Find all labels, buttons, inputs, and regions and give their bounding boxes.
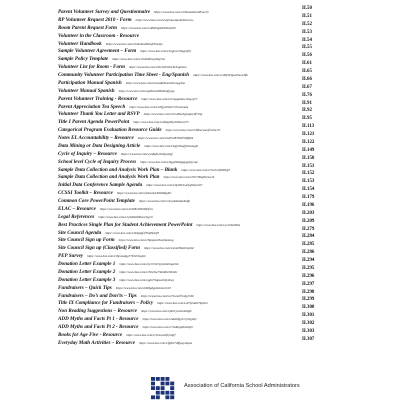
toc-code: II.295 (302, 265, 315, 271)
toc-row (58, 336, 334, 344)
toc-code: II.92 (302, 108, 312, 114)
toc-link[interactable]: https://www.box.com/s/ueuadfn04eixd1ungq3ua (125, 80, 186, 85)
toc-row (58, 76, 334, 84)
toc-code: II.296 (302, 273, 315, 279)
toc-title: ADD Myths and Facts Pt 2 - Resource (58, 324, 139, 330)
toc-code: II.91 (302, 100, 312, 106)
toc-link[interactable]: https://www.box.com/s/o7ivcsaf7m4fg72h0 (140, 293, 194, 298)
toc-code: II.154 (302, 187, 315, 193)
toc-row (58, 281, 334, 289)
toc-code: II.209 (302, 218, 315, 224)
toc-row (58, 123, 334, 134)
toc-link[interactable]: https://www.box.com/s/9j49bvh4ofoj9mz2d17 (146, 183, 203, 188)
toc-code: II.149 (302, 147, 315, 153)
toc-title: Initial Data Conference Sample Agenda (58, 182, 143, 189)
toc-title: Categorical Program Evaluation Resource Guide (58, 127, 162, 134)
toc-code: II.65 (302, 69, 312, 74)
toc-title: Community Volunteer Participation Time Sheet - Eng/Spanish (58, 72, 190, 78)
footer (150, 376, 310, 400)
toc-code: II.54 (302, 37, 312, 43)
toc-code: II.294 (302, 258, 315, 263)
toc-link[interactable]: https://www.box.com/s/7tvd6gsplhs0ztp5 (142, 325, 193, 329)
toc-code: II.279 (302, 226, 315, 232)
toc-link[interactable]: https://www.box.com/s/yh8pfu10e0pya0gf (120, 151, 173, 156)
toc-code: II.307 (302, 336, 315, 342)
toc-link[interactable]: https://www.box.com/s/4nzd7kkm9syzkd (143, 246, 194, 251)
toc-link[interactable]: https://www.box.com/s/7oa0d65cgs0ap7as (112, 57, 165, 62)
toc-code: II.301 (302, 313, 315, 319)
toc-row (58, 68, 334, 76)
toc-row (58, 320, 334, 328)
toc-link[interactable]: https://www.box.com/s/c6f6ucyae4frzvbwi7r (165, 128, 221, 133)
toc-link[interactable]: https://www.box.com/s/bygmwr7dgqnfeft (140, 49, 191, 54)
toc-row (58, 178, 334, 189)
toc-title: Site Council Sign up (Classified) Form (58, 245, 140, 252)
toc-row (58, 29, 334, 37)
toc-link[interactable]: https://www.box.com/s/n8l9mqbkb59mxtk59 (121, 25, 176, 30)
toc-title: PEP Survey (58, 253, 84, 260)
toc-title: RP Volunteer Request 2010 - Form (58, 16, 132, 23)
toc-title: Non Reading Suggestions – Resource (58, 308, 137, 315)
toc-row (58, 84, 334, 92)
toc-code: II.303 (302, 328, 315, 334)
acsa-logo-icon (150, 376, 175, 400)
toc-row (58, 131, 334, 139)
toc-link[interactable]: https://www.box.com/s/7ds2hw73a6ldhc0hm0c (119, 269, 178, 274)
toc-title: Notes EL Accountability – Resource (58, 135, 134, 141)
toc-row (58, 163, 334, 171)
toc-row (58, 13, 334, 21)
toc-code: II.203 (302, 210, 315, 216)
resource-index-list (58, 5, 334, 344)
toc-title: Sample Data Collection and Analysis Work Plan (58, 174, 160, 181)
toc-code: II.299 (302, 297, 315, 303)
toc-code: II.56 (302, 53, 312, 59)
toc-code: II.302 (302, 321, 315, 326)
toc-title: Volunteer List for Room - Form (58, 64, 125, 71)
toc-title: Volunteer Manual Spanish (58, 87, 115, 94)
toc-link[interactable]: https://www.box.com/s/2s5b8v30h9lbf5f2w (99, 206, 153, 211)
toc-title: Donation Letter Example 1 (58, 261, 116, 267)
toc-title: Data Mining or Data Designing Article (58, 142, 141, 149)
toc-code: II.285 (302, 242, 315, 248)
toc-title: Participation Manual Spanish (58, 79, 122, 86)
toc-code: II.95 (302, 116, 312, 122)
toc-title: Room Parent Request Form (58, 24, 118, 31)
toc-title: Title IX Compliance for Fundraisers – Policy (58, 300, 154, 307)
toc-code: II.50 (302, 6, 312, 11)
toc-link[interactable]: https://www.box.com/s/6gjr0bsqfj3obxmgbj (144, 143, 199, 148)
toc-title: Volunteer Thank You Letter and RSVP (58, 111, 140, 118)
toc-row (58, 155, 334, 163)
toc-link[interactable]: https://www.box.com/s/3t0ndmu9b0ufz39yxtju (105, 41, 163, 46)
toc-link[interactable]: https://www.box.com/s/18ma4t6ahxd3uu1rh (153, 10, 209, 14)
toc-title: Volunteer in the Classroom - Resource (58, 32, 140, 39)
toc-code: II.53 (302, 29, 312, 35)
toc-title: Parent Volunteer Survey and Questionnaire (58, 9, 150, 15)
toc-row (58, 37, 334, 45)
toc-row (58, 304, 334, 315)
toc-code: II.66 (302, 76, 312, 82)
toc-link[interactable]: https://www.box.com/s/7ieneoxhfbyrdjrf (126, 332, 176, 337)
toc-title: School level Cycle of Inquiry Process (58, 158, 137, 165)
toc-code: II.51 (302, 13, 312, 19)
toc-code: II.55 (302, 45, 312, 51)
toc-link[interactable]: https://www.box.com/s/gz8ewsdil9bbtmfjytgq (118, 88, 175, 93)
toc-row (58, 186, 334, 197)
toc-row (58, 100, 334, 108)
toc-row (58, 202, 334, 210)
toc-row (58, 115, 334, 126)
toc-link[interactable]: https://www.box.com/s/4l7fxmdlx7bjtmrn (157, 301, 209, 306)
toc-code: II.300 (302, 305, 315, 311)
toc-row (58, 289, 334, 297)
toc-code: II.298 (302, 289, 315, 295)
toc-row (58, 241, 334, 252)
toc-row (58, 60, 334, 71)
toc-title: Donation Letter Example 2 (58, 268, 116, 275)
toc-row (58, 218, 334, 226)
toc-title: Donation Letter Example 3 (58, 276, 116, 283)
toc-link[interactable]: https://www.box.com/s/9gg49k0jqpgqgdyjyxqz (140, 159, 198, 164)
toc-link[interactable]: https://www.box.com/s/lmkjdgf1f7ba8jzs0j3 (105, 230, 160, 235)
toc-link[interactable]: https://www.box.com/s/gpb75apza1bby2kwy (119, 277, 175, 282)
toc-title: Title I Parent Agenda PowerPoint (58, 119, 130, 126)
toc-title: Best Practices Single Plan for Student Achievement PowerPoint (58, 221, 193, 228)
toc-title: CCSSI Toolkit – Resource (58, 190, 113, 197)
toc-code: II.52 (302, 21, 312, 27)
toc-title: Fundraisers – Do’s and Don’ts – Tips (58, 292, 137, 299)
toc-link[interactable]: https://www.box.com/s/fxmt2k4rtbb9dbjgt91 (116, 191, 172, 196)
toc-link[interactable]: https://www.box.com/s/0l1706aj0jcnocsh (163, 175, 215, 180)
toc-code: II.121 (302, 132, 315, 137)
toc-row (58, 147, 334, 155)
toc-link[interactable]: https://www.box.com/s/lbjxsuqkjg77b5xl3ngtnb (87, 254, 146, 259)
toc-link[interactable]: https://www.box.com/s/oybk9ze8hbsw7ggrtr (98, 214, 153, 219)
toc-title: Site Council Sign up Form (58, 237, 115, 244)
toc-title: ELAC – Resource (58, 205, 96, 212)
toc-title: Books for Age Five - Resource (58, 331, 123, 338)
toc-row (58, 139, 334, 147)
toc-title: Legal References (58, 213, 95, 220)
toc-link[interactable]: https://www.box.com/s/9vcbilt3oblr6rbugbmol (128, 65, 187, 70)
toc-code: II.151 (302, 163, 315, 169)
toc-link[interactable]: https://www.box.com/s/vclogqzzzzw1ebg1g77 (141, 96, 198, 101)
toc-code: II.61 (302, 61, 312, 67)
toc-code: II.76 (302, 92, 312, 98)
toc-code: II.286 (302, 250, 315, 256)
toc-link[interactable]: https://www.box.com/s/t2p5uax4pu4thzzbo1cw (135, 17, 194, 22)
organization-name: Association of California School Administrators (184, 383, 300, 389)
toc-link[interactable]: https://www.box.com/s/je17ebv7g1dwbhtugs0sb (119, 262, 179, 266)
toc-link[interactable]: https://www.box.com/s/p8vvywb4hbs0pfz (140, 309, 192, 314)
toc-link[interactable]: https://www.box.com/s/ycerdsbt0ba (196, 222, 241, 227)
toc-link[interactable]: https://www.box.com/s/fpf6e7v8fjquyzbq4u (139, 340, 193, 345)
toc-title: Sample Volunteer Agreement – Form (58, 48, 137, 55)
toc-title: Sample Policy Template (58, 56, 109, 63)
toc-code: II.196 (302, 202, 315, 208)
toc-link[interactable]: https://www.box.com/s/o0bqp0lyeb3btwuv55 (133, 120, 189, 125)
toc-row (58, 5, 334, 13)
toc-link[interactable]: https://www.box.com/s/w8ty0l3gu20ou4c6fk (193, 73, 248, 77)
toc-row (58, 249, 334, 260)
toc-link[interactable]: https://www.box.com/s/k9bfgdgyzbmiox1h19 (115, 285, 171, 290)
toc-link[interactable]: https://www.box.com/s/3pnpuen8vwjmk4xug (118, 238, 174, 243)
toc-row (58, 257, 334, 265)
toc-title: ADD Myths and Facts Pt 1 - Resource (58, 316, 139, 323)
toc-link[interactable]: https://www.box.com/s/sdtzbfqylrzrjrmypzfv (142, 317, 197, 322)
toc-row (58, 273, 334, 281)
toc-title: Parent Volunteer Training - Resource (58, 95, 138, 102)
toc-row (58, 92, 334, 100)
toc-link[interactable]: https://www.box.com/s/m0rh287b0d73dfjd0k (137, 136, 194, 140)
toc-row (58, 210, 334, 218)
toc-title: Cycle of Inquiry – Resource (58, 150, 117, 157)
toc-code: II.113 (302, 124, 315, 130)
toc-title: Fundraisers – Quick Tips (58, 284, 112, 291)
toc-row (58, 226, 334, 234)
toc-row (58, 265, 334, 273)
toc-code: II.179 (302, 195, 315, 200)
toc-code: II.297 (302, 281, 315, 287)
toc-title: Parent Appreciation Tea Speech (58, 103, 126, 110)
toc-code: II.150 (302, 155, 315, 161)
toc-title: Volunteer Handbook (58, 40, 102, 47)
toc-link[interactable]: https://www.box.com/s/3vcirulf28b0lg3 (181, 167, 230, 172)
toc-row (58, 312, 334, 323)
toc-link[interactable]: https://www.box.com/s/3cvd6z23gmigtzy9f710g (143, 112, 203, 117)
toc-title: Everyday Math Activities – Resource (58, 339, 136, 346)
toc-code: II.67 (302, 84, 312, 90)
toc-row (58, 328, 334, 336)
toc-title: Site Council Agenda (58, 229, 102, 236)
toc-code: II.284 (302, 234, 315, 240)
toc-row (58, 52, 334, 63)
toc-code: II.122 (302, 139, 315, 145)
toc-code: II.152 (302, 171, 315, 177)
toc-title: Common Core PowerPoint Template (58, 198, 135, 204)
toc-link[interactable]: https://www.box.com/s/e0fgynt9cbc5i7vwiuaam (129, 104, 189, 109)
toc-title: Sample Data Collection and Analysis Work Plan – Blank (58, 166, 178, 173)
toc-row (58, 21, 334, 29)
toc-row (58, 194, 334, 202)
toc-link[interactable]: https://www.box.com/s/rexydsdolxkekhtfp (138, 199, 190, 203)
toc-code: II.153 (302, 179, 315, 185)
